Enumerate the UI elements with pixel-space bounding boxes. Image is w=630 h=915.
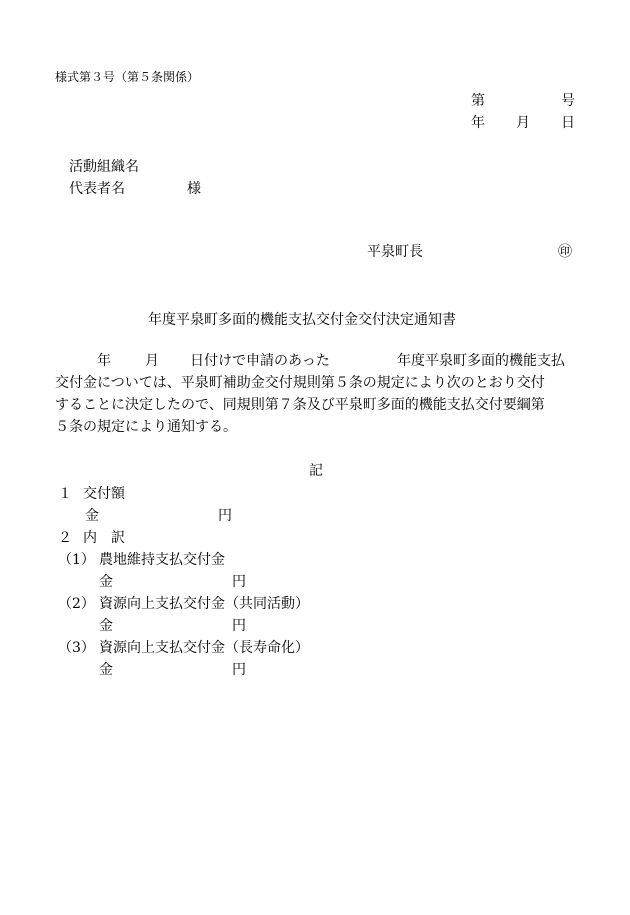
sub2-kin: 金 [99, 618, 113, 634]
sub3-label: 資源向上支払交付金（長寿命化） [99, 640, 309, 656]
item2-number: ２ [58, 530, 72, 546]
item1-label: 交付額 [83, 486, 125, 502]
item1-yen: 円 [218, 508, 232, 524]
body-line-3: することに決定したので、同規則第７条及び平泉町多面的機能支払交付要綱第 [55, 397, 545, 413]
sub3-number: （3） [58, 640, 95, 656]
ki-heading: 記 [309, 463, 323, 479]
body-year: 年 [97, 353, 111, 369]
sub1-yen: 円 [232, 574, 246, 590]
rep-name-label: 代表者名 [69, 181, 125, 197]
date-day: 日 [561, 115, 575, 131]
org-name-label: 活動組織名 [69, 159, 139, 175]
item1-number: １ [58, 486, 72, 502]
sender-title: 平泉町長 [367, 244, 423, 260]
body-fy-text: 年度平泉町多面的機能支払 [397, 353, 565, 369]
doc-number-suffix: 号 [561, 93, 575, 109]
sub3-yen: 円 [232, 662, 246, 678]
body-month: 月 [145, 353, 159, 369]
body-line-4: ５条の規定により通知する。 [55, 419, 237, 435]
sub2-yen: 円 [232, 618, 246, 634]
sub2-label: 資源向上支払交付金（共同活動） [99, 596, 309, 612]
item2-label: 内 訳 [83, 530, 125, 546]
body-line-2: 交付金については、平泉町補助金交付規則第５条の規定により次のとおり交付 [55, 375, 545, 391]
date-year: 年 [471, 115, 485, 131]
honorific: 様 [187, 181, 201, 197]
sub1-number: （1） [58, 552, 95, 568]
document-title: 年度平泉町多面的機能支払交付金交付決定通知書 [148, 312, 456, 328]
seal-mark: ㊞ [558, 244, 572, 260]
item1-kin: 金 [85, 508, 99, 524]
date-month: 月 [516, 115, 530, 131]
sub2-number: （2） [58, 596, 95, 612]
sub3-kin: 金 [99, 662, 113, 678]
doc-number-prefix: 第 [471, 93, 485, 109]
sub1-label: 農地維持支払交付金 [99, 552, 225, 568]
form-number: 様式第３号（第５条関係） [55, 70, 200, 84]
body-day-text: 日付けで申請のあった [190, 353, 330, 369]
sub1-kin: 金 [99, 574, 113, 590]
